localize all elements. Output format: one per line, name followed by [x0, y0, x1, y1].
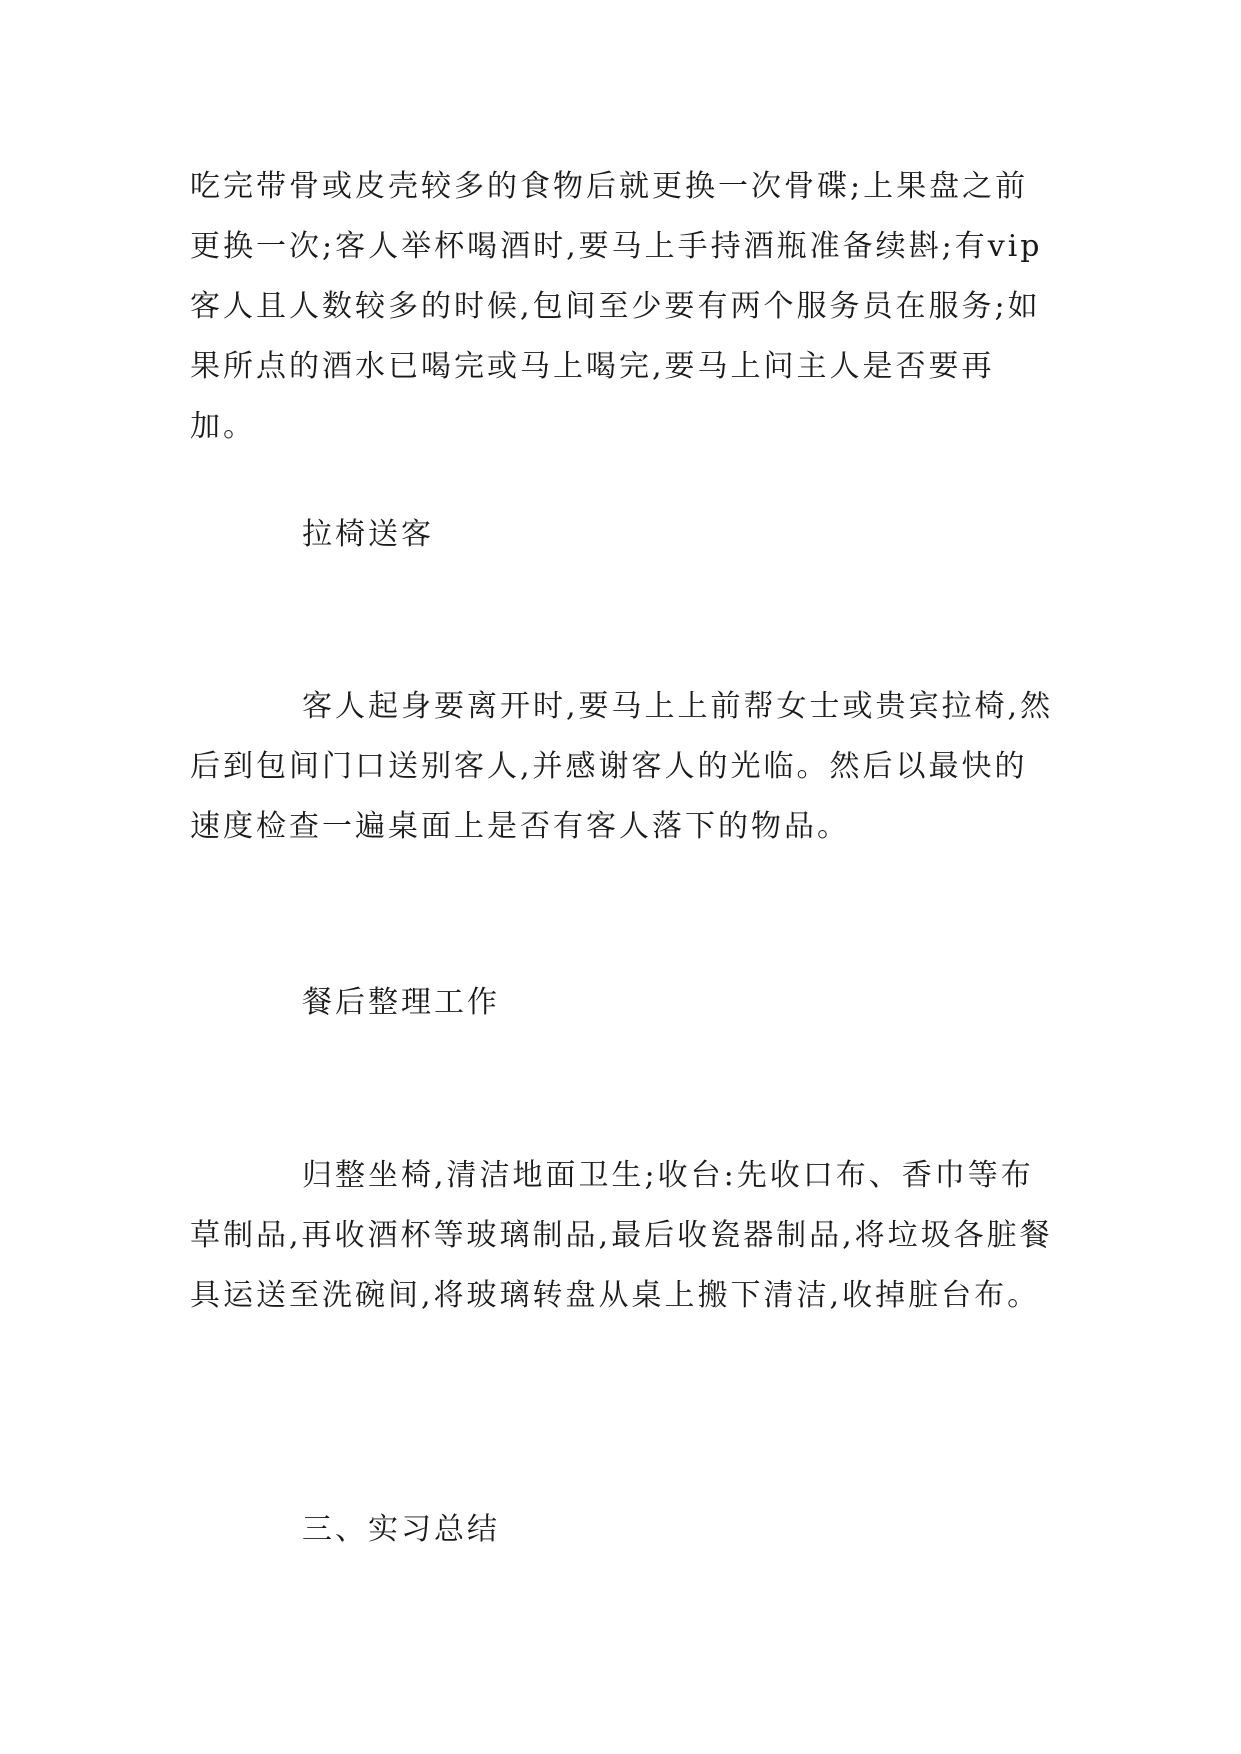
body-paragraph: 吃完带骨或皮壳较多的食物后就更换一次骨碟;上果盘之前更换一次;客人举杯喝酒时,要马上手持酒瓶准备续斟;有vip客人且人数较多的时候,包间至少要有两个服务员在服务;如果所点的酒水已喝完或马上喝完,要马上问主人是否要再加。: [190, 169, 1043, 444]
body-paragraph: 归整坐椅,清洁地面卫生;收台:先收口布、香巾等布草制品,再收酒杯等玻璃制品,最后收瓷器制品,将垃圾各脏餐具运送至洗碗间,将玻璃转盘从桌上搬下清洁,收掉脏台布。: [190, 1158, 1053, 1313]
section-heading: 三、实习总结: [302, 1512, 500, 1547]
section-heading: 餐后整理工作: [302, 985, 500, 1020]
section-heading: 拉椅送客: [302, 517, 434, 552]
body-paragraph: 客人起身要离开时,要马上上前帮女士或贵宾拉椅,然后到包间门口送别客人,并感谢客人的光临。然后以最快的速度检查一遍桌面上是否有客人落下的物品。: [190, 689, 1054, 844]
